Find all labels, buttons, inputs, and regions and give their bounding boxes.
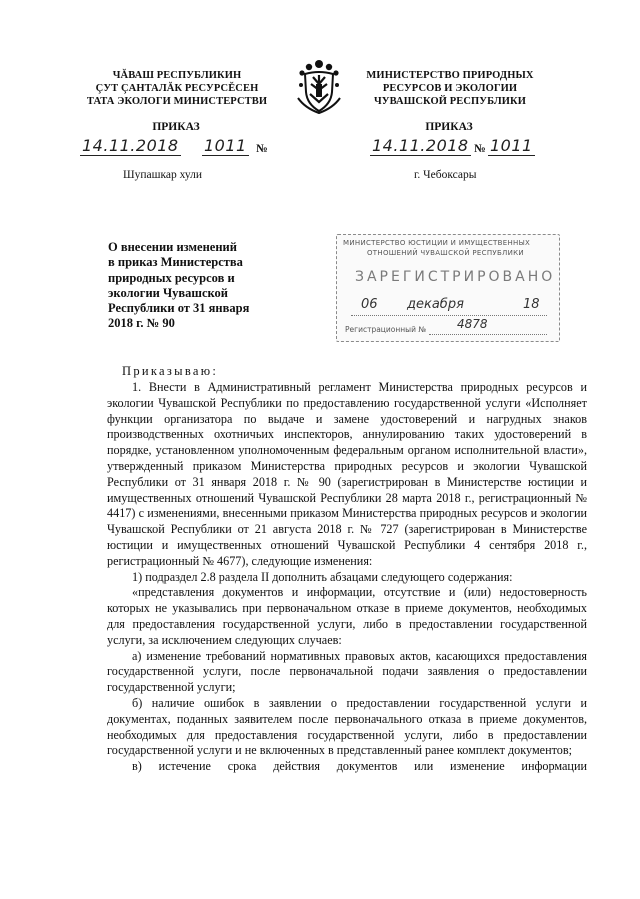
title-line3: природных ресурсов и	[108, 270, 235, 285]
stamp-registered: ЗАРЕГИСТРИРОВАНО	[355, 269, 556, 285]
title-line6: 2018 г. № 90	[108, 316, 175, 331]
document-body	[107, 380, 587, 775]
paragraph-2: 1) подраздел 2.8 раздела II дополнить абзацами следующего содержания:	[132, 569, 513, 584]
header-right	[350, 69, 550, 108]
left-order-number: 1011	[204, 136, 247, 155]
paragraph-4: а) изменение требований нормативных правовых актов, касающихся предоставления государственной услуги, после первоначальной подачи заявления о предоставлении государственной услуги;	[107, 648, 587, 695]
right-order-number-sign: №	[474, 143, 486, 155]
left-order-date: 14.11.2018	[82, 136, 179, 155]
right-order-number: 1011	[490, 136, 533, 155]
left-order-label: ПРИКАЗ	[152, 121, 200, 133]
stamp-line2: ОТНОШЕНИЙ ЧУВАШСКОЙ РЕСПУБЛИКИ	[367, 249, 524, 257]
right-order-date: 14.11.2018	[372, 136, 469, 155]
document-title	[108, 240, 288, 332]
right-order-label: ПРИКАЗ	[425, 121, 473, 133]
left-order-city: Шупашкар хули	[123, 169, 203, 181]
paragraph-5: б) наличие ошибок в заявлении о предоставлении государственной услуги и документах, поданных заявителем после первоначального отказа в приеме документов, необходимых для предоставления государственной услуги, либо в предоставлении государственной услуги и не включенных в представленный ранее комплект документов;	[107, 695, 587, 758]
paragraph-6: в) истечение срока действия документов или изменение информации	[132, 759, 587, 774]
stamp-date-year: 18	[523, 297, 540, 312]
title-line1: О внесении изменений	[108, 240, 237, 254]
header-left-line1: ЧĂВАШ РЕСПУБЛИКИН	[112, 70, 242, 81]
stamp-date-underline	[351, 315, 547, 316]
stamp-reg-label: Регистрационный №	[345, 325, 427, 334]
header-left	[68, 69, 286, 108]
header-right-line2: РЕСУРСОВ И ЭКОЛОГИИ	[382, 83, 518, 94]
stamp-reg-underline	[429, 334, 547, 335]
stamp-line1: МИНИСТЕРСТВО ЮСТИЦИИ И ИМУЩЕСТВЕННЫХ	[343, 239, 531, 247]
paragraph-1: 1. Внести в Административный регламент Министерства природных ресурсов и экологии Чувашской Республики по предоставлению государственной услуги «Исполняет функции организатора по выдаче и замене удостоверений и нагрудных знаков производственных охотничьих инспекторов, аннулированию таких удостоверений в порядке, установленном уполномоченным федеральным органом исполнительной власти», утвержденный приказом Министерства природных ресурсов и экологии Чувашской Республики от 31 января 2018 г. № 90 (зарегистрирован в Министерстве юстиции и имущественных отношений Чувашской Республики 28 марта 2018 г., регистрационный № 4417) с изменениями, внесенными приказом Министерства природных ресурсов и экологии Чувашской Республики от 21 августа 2018 г. № 727 (зарегистрирован в Министерстве юстиции и имущественных отношений Чувашской Республики 4 сентября 2018 г., регистрационный № 4677), следующие изменения:	[107, 380, 587, 568]
header-left-line3: ТАТА ЭКОЛОГИ МИНИСТЕРСТВИ	[86, 96, 268, 107]
paragraph-3: «представления документов и информации, отсутствие и (или) недостоверность которых не указывались при первоначальном отказе в приеме документов, необходимых для предоставления государственной услуги, либо в предоставлении государственной услуги, за исключением следующих случаев:	[107, 585, 587, 647]
left-order-number-sign: №	[256, 143, 268, 155]
title-line4: экологии Чувашской	[108, 285, 229, 300]
stamp-date-month: декабря	[407, 297, 464, 312]
prikazyvayu-heading: Приказываю:	[122, 364, 219, 378]
header-right-line1: МИНИСТЕРСТВО ПРИРОДНЫХ	[366, 70, 534, 81]
registration-stamp	[336, 234, 560, 342]
header-left-line2: ÇУТ ÇАНТАЛĂК РЕСУРСĔСЕН	[95, 83, 259, 94]
title-line2: в приказ Министерства	[108, 255, 243, 270]
stamp-date-day: 06	[361, 297, 378, 312]
right-order-city: г. Чебоксары	[414, 169, 477, 181]
header-right-line3: ЧУВАШСКОЙ РЕСПУБЛИКИ	[373, 96, 527, 107]
emblem-icon	[295, 58, 343, 114]
coat-of-arms-emblem	[295, 58, 343, 114]
stamp-reg-number: 4878	[457, 317, 488, 331]
title-line5: Республики от 31 января	[108, 301, 250, 316]
